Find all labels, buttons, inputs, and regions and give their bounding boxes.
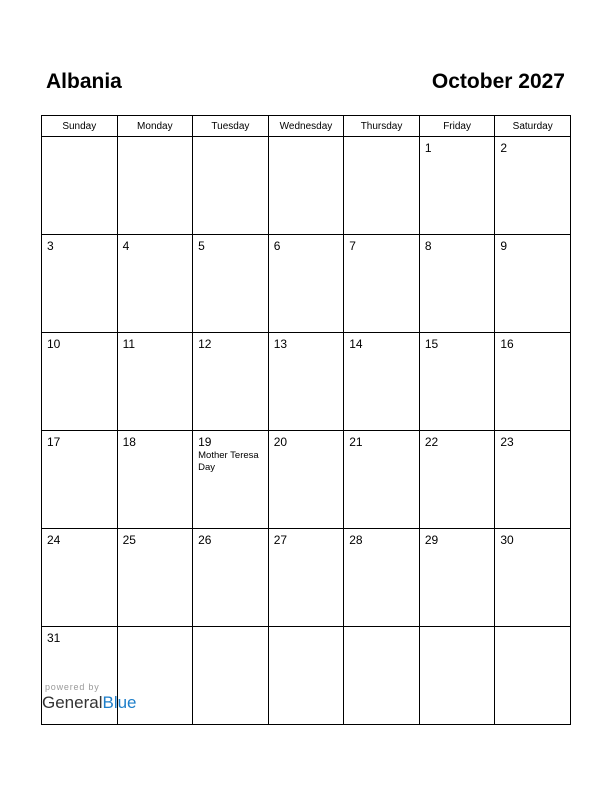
day-number: 10 [47,337,61,351]
day-number: 19 [198,435,212,449]
day-number: 21 [349,435,363,449]
week-row [42,235,571,333]
day-cell[interactable] [344,431,420,529]
day-number: 13 [273,337,288,351]
day-cell[interactable] [495,137,571,235]
day-cell[interactable] [419,627,495,725]
day-number: 15 [424,337,439,351]
day-number: 16 [500,337,514,351]
day-cell[interactable] [419,235,495,333]
day-cell[interactable] [344,333,420,431]
weekday-header: Thursday [344,116,420,137]
day-number: 7 [349,239,356,253]
day-number: 1 [424,141,432,155]
weekday-header: Sunday [42,116,118,137]
day-number: 27 [273,533,288,547]
day-cell[interactable] [419,137,495,235]
day-cell[interactable] [268,431,344,529]
weekday-header: Friday [419,116,495,137]
day-cell[interactable] [495,333,571,431]
weekday-header: Tuesday [193,116,269,137]
day-cell[interactable] [268,333,344,431]
day-cell[interactable] [419,333,495,431]
day-cell[interactable] [268,137,344,235]
day-number: 26 [198,533,212,547]
day-number: 28 [349,533,363,547]
weekday-header: Wednesday [268,116,344,137]
day-cell[interactable] [42,137,118,235]
day-cell[interactable] [495,431,571,529]
day-number: 23 [500,435,514,449]
day-number: 4 [122,239,130,253]
day-number: 12 [198,337,212,351]
day-number: 8 [424,239,432,253]
powered-by-label: powered by [45,682,100,692]
day-cell[interactable] [268,627,344,725]
day-cell[interactable] [268,235,344,333]
day-cell[interactable] [344,235,420,333]
day-number: 9 [500,239,508,253]
day-number: 18 [122,435,136,449]
day-number: 2 [500,141,508,155]
country-title: Albania [46,70,122,93]
calendar-grid [41,115,571,725]
weekday-header: Saturday [495,116,571,137]
day-number: 29 [424,533,439,547]
day-cell[interactable] [495,627,571,725]
week-row [42,333,571,431]
week-row [42,137,571,235]
day-cell[interactable] [268,529,344,627]
day-cell[interactable] [495,529,571,627]
day-cell[interactable] [193,627,269,725]
day-cell[interactable] [344,529,420,627]
day-cell[interactable] [419,529,495,627]
weekday-header-row [42,116,571,137]
day-cell[interactable] [117,235,193,333]
week-row [42,529,571,627]
day-number: 14 [349,337,363,351]
brand-blue: Blue [102,693,137,712]
day-cell[interactable] [117,529,193,627]
day-cell[interactable] [42,333,118,431]
brand-logo[interactable] [42,693,137,713]
day-cell[interactable] [419,431,495,529]
month-title: October 2027 [431,70,565,93]
day-cell[interactable] [495,235,571,333]
day-number: 31 [47,631,61,645]
day-cell[interactable] [193,137,269,235]
week-row [42,431,571,529]
day-number: 30 [500,533,514,547]
day-number: 3 [47,239,54,253]
day-cell[interactable] [193,235,269,333]
day-number: 22 [424,435,439,449]
day-cell[interactable] [42,235,118,333]
day-number: 17 [47,435,61,449]
weekday-header: Monday [117,116,193,137]
day-cell[interactable] [344,627,420,725]
day-cell[interactable] [42,431,118,529]
brand-general: General [42,693,103,712]
day-cell[interactable] [117,333,193,431]
day-number: 24 [47,533,61,547]
holiday-label: Mother Teresa Day [198,450,259,473]
day-cell[interactable] [193,333,269,431]
day-number: 6 [273,239,281,253]
day-cell[interactable] [117,137,193,235]
day-cell[interactable] [42,529,118,627]
day-number: 11 [122,337,136,351]
day-cell[interactable] [344,137,420,235]
day-cell[interactable] [193,431,269,529]
day-number: 5 [198,239,205,253]
day-cell[interactable] [193,529,269,627]
day-number: 25 [122,533,136,547]
day-number: 20 [273,435,288,449]
day-cell[interactable] [117,431,193,529]
